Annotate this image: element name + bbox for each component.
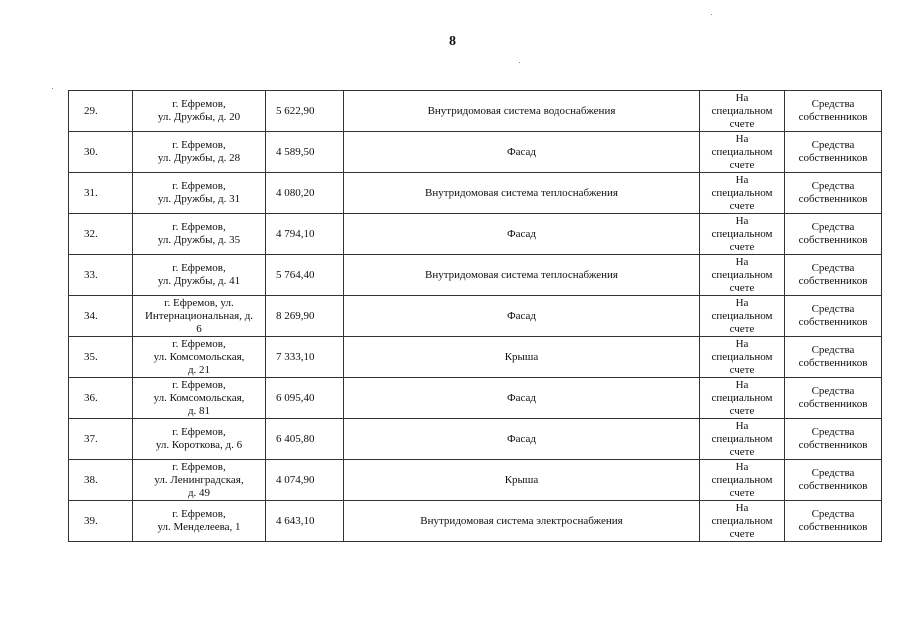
row-number-cell-text: 38. bbox=[84, 473, 98, 486]
row-number-cell bbox=[69, 91, 133, 132]
account-method-cell bbox=[700, 337, 785, 378]
cost-cell bbox=[266, 173, 344, 214]
row-number-cell bbox=[69, 337, 133, 378]
row-number-cell-text: 33. bbox=[84, 268, 98, 281]
work-type-cell bbox=[344, 460, 700, 501]
cost-cell-text: 4 794,10 bbox=[276, 227, 315, 240]
cost-cell bbox=[266, 378, 344, 419]
table-row bbox=[69, 337, 882, 378]
work-type-cell-text: Фасад bbox=[506, 309, 537, 322]
row-number-cell-text: 36. bbox=[84, 391, 98, 404]
funding-source-cell-text: Средства собственников bbox=[798, 344, 868, 369]
address-cell-text: г. Ефремов, ул. Менделеева, 1 bbox=[157, 508, 241, 533]
address-cell-text: г. Ефремов, ул. Дружбы, д. 20 bbox=[157, 98, 241, 123]
address-cell-text: г. Ефремов, ул. Дружбы, д. 31 bbox=[157, 180, 241, 205]
account-method-cell-text: На специальном счете bbox=[711, 460, 773, 499]
page-number: 8 bbox=[449, 34, 456, 49]
address-cell-text: г. Ефремов, ул. Дружбы, д. 28 bbox=[157, 139, 241, 164]
row-number-cell bbox=[69, 501, 133, 542]
scan-speck bbox=[52, 88, 53, 89]
row-number-cell-text: 30. bbox=[84, 145, 98, 158]
account-method-cell bbox=[700, 296, 785, 337]
cost-cell-text: 6 095,40 bbox=[276, 391, 315, 404]
row-number-cell-text: 34. bbox=[84, 309, 98, 322]
table-row bbox=[69, 91, 882, 132]
account-method-cell-text: На специальном счете bbox=[711, 419, 773, 458]
funding-source-cell-text: Средства собственников bbox=[798, 221, 868, 246]
funding-source-cell bbox=[785, 378, 882, 419]
account-method-cell bbox=[700, 419, 785, 460]
cost-cell bbox=[266, 460, 344, 501]
address-cell bbox=[133, 255, 266, 296]
row-number-cell-text: 37. bbox=[84, 432, 98, 445]
row-number-cell-text: 32. bbox=[84, 227, 98, 240]
table-row bbox=[69, 296, 882, 337]
account-method-cell-text: На специальном счете bbox=[711, 501, 773, 540]
address-cell-text: г. Ефремов, ул. Дружбы, д. 41 bbox=[157, 262, 241, 287]
cost-cell-text: 4 589,50 bbox=[276, 145, 315, 158]
row-number-cell bbox=[69, 296, 133, 337]
account-method-cell-text: На специальном счете bbox=[711, 91, 773, 130]
row-number-cell bbox=[69, 255, 133, 296]
cost-cell bbox=[266, 132, 344, 173]
work-type-cell-text: Внутридомовая система водоснабжения bbox=[427, 104, 616, 117]
funding-source-cell bbox=[785, 255, 882, 296]
address-cell-text: г. Ефремов, ул. Интернациональная, д. 6 bbox=[144, 296, 254, 335]
funding-source-cell bbox=[785, 173, 882, 214]
work-type-cell bbox=[344, 337, 700, 378]
funding-source-cell-text: Средства собственников bbox=[798, 426, 868, 451]
work-type-cell bbox=[344, 173, 700, 214]
row-number-cell-text: 39. bbox=[84, 514, 98, 527]
table-row bbox=[69, 378, 882, 419]
table-row bbox=[69, 460, 882, 501]
work-type-cell bbox=[344, 378, 700, 419]
account-method-cell-text: На специальном счете bbox=[711, 296, 773, 335]
funding-source-cell bbox=[785, 91, 882, 132]
row-number-cell bbox=[69, 419, 133, 460]
work-type-cell bbox=[344, 255, 700, 296]
table-row bbox=[69, 173, 882, 214]
address-cell bbox=[133, 501, 266, 542]
cost-cell-text: 5 764,40 bbox=[276, 268, 315, 281]
cost-cell bbox=[266, 296, 344, 337]
address-cell-text: г. Ефремов, ул. Комсомольская, д. 21 bbox=[153, 337, 245, 376]
work-type-cell-text: Крыша bbox=[504, 350, 539, 363]
funding-source-cell-text: Средства собственников bbox=[798, 303, 868, 328]
cost-cell-text: 4 074,90 bbox=[276, 473, 315, 486]
address-cell-text: г. Ефремов, ул. Дружбы, д. 35 bbox=[157, 221, 241, 246]
address-cell bbox=[133, 460, 266, 501]
row-number-cell-text: 31. bbox=[84, 186, 98, 199]
table-row bbox=[69, 255, 882, 296]
account-method-cell bbox=[700, 214, 785, 255]
work-type-cell bbox=[344, 501, 700, 542]
funding-source-cell bbox=[785, 296, 882, 337]
table-row bbox=[69, 419, 882, 460]
funding-source-cell-text: Средства собственников bbox=[798, 139, 868, 164]
cost-cell-text: 4 643,10 bbox=[276, 514, 315, 527]
account-method-cell-text: На специальном счете bbox=[711, 173, 773, 212]
account-method-cell bbox=[700, 255, 785, 296]
address-cell-text: г. Ефремов, ул. Ленинградская, д. 49 bbox=[154, 460, 244, 499]
row-number-cell-text: 35. bbox=[84, 350, 98, 363]
scan-speck bbox=[711, 14, 712, 15]
account-method-cell bbox=[700, 91, 785, 132]
account-method-cell-text: На специальном счете bbox=[711, 255, 773, 294]
table-row bbox=[69, 214, 882, 255]
work-type-cell-text: Внутридомовая система электроснабжения bbox=[420, 514, 623, 527]
account-method-cell-text: На специальном счете bbox=[711, 337, 773, 376]
row-number-cell bbox=[69, 173, 133, 214]
row-number-cell bbox=[69, 378, 133, 419]
account-method-cell-text: На специальном счете bbox=[711, 132, 773, 171]
account-method-cell bbox=[700, 173, 785, 214]
work-type-cell-text: Фасад bbox=[506, 145, 537, 158]
account-method-cell bbox=[700, 460, 785, 501]
scan-speck bbox=[519, 62, 520, 63]
table-row bbox=[69, 132, 882, 173]
funding-source-cell bbox=[785, 337, 882, 378]
row-number-cell bbox=[69, 214, 133, 255]
cost-cell bbox=[266, 91, 344, 132]
work-type-cell bbox=[344, 419, 700, 460]
account-method-cell-text: На специальном счете bbox=[711, 214, 773, 253]
funding-source-cell bbox=[785, 501, 882, 542]
repair-registry-table bbox=[68, 90, 882, 542]
address-cell bbox=[133, 378, 266, 419]
cost-cell-text: 6 405,80 bbox=[276, 432, 315, 445]
cost-cell bbox=[266, 337, 344, 378]
account-method-cell-text: На специальном счете bbox=[711, 378, 773, 417]
funding-source-cell-text: Средства собственников bbox=[798, 180, 868, 205]
address-cell bbox=[133, 132, 266, 173]
work-type-cell bbox=[344, 132, 700, 173]
address-cell bbox=[133, 296, 266, 337]
cost-cell-text: 8 269,90 bbox=[276, 309, 315, 322]
address-cell bbox=[133, 337, 266, 378]
work-type-cell-text: Фасад bbox=[506, 227, 537, 240]
address-cell bbox=[133, 91, 266, 132]
cost-cell bbox=[266, 255, 344, 296]
funding-source-cell-text: Средства собственников bbox=[798, 98, 868, 123]
work-type-cell bbox=[344, 91, 700, 132]
row-number-cell bbox=[69, 460, 133, 501]
funding-source-cell-text: Средства собственников bbox=[798, 467, 868, 492]
address-cell-text: г. Ефремов, ул. Комсомольская, д. 81 bbox=[153, 378, 245, 417]
cost-cell bbox=[266, 501, 344, 542]
funding-source-cell-text: Средства собственников bbox=[798, 262, 868, 287]
funding-source-cell-text: Средства собственников bbox=[798, 385, 868, 410]
work-type-cell-text: Внутридомовая система теплоснабжения bbox=[425, 268, 618, 281]
address-cell-text: г. Ефремов, ул. Короткова, д. 6 bbox=[155, 426, 243, 451]
work-type-cell bbox=[344, 214, 700, 255]
row-number-cell-text: 29. bbox=[84, 104, 98, 117]
account-method-cell bbox=[700, 132, 785, 173]
cost-cell-text: 7 333,10 bbox=[276, 350, 315, 363]
address-cell bbox=[133, 173, 266, 214]
work-type-cell bbox=[344, 296, 700, 337]
address-cell bbox=[133, 214, 266, 255]
work-type-cell-text: Фасад bbox=[506, 432, 537, 445]
cost-cell-text: 5 622,90 bbox=[276, 104, 315, 117]
row-number-cell bbox=[69, 132, 133, 173]
cost-cell bbox=[266, 419, 344, 460]
work-type-cell-text: Крыша bbox=[504, 473, 539, 486]
account-method-cell bbox=[700, 501, 785, 542]
funding-source-cell-text: Средства собственников bbox=[798, 508, 868, 533]
funding-source-cell bbox=[785, 132, 882, 173]
funding-source-cell bbox=[785, 419, 882, 460]
address-cell bbox=[133, 419, 266, 460]
funding-source-cell bbox=[785, 214, 882, 255]
cost-cell-text: 4 080,20 bbox=[276, 186, 315, 199]
account-method-cell bbox=[700, 378, 785, 419]
work-type-cell-text: Фасад bbox=[506, 391, 537, 404]
funding-source-cell bbox=[785, 460, 882, 501]
registry-table-body bbox=[69, 91, 882, 542]
cost-cell bbox=[266, 214, 344, 255]
table-row bbox=[69, 501, 882, 542]
work-type-cell-text: Внутридомовая система теплоснабжения bbox=[425, 186, 618, 199]
